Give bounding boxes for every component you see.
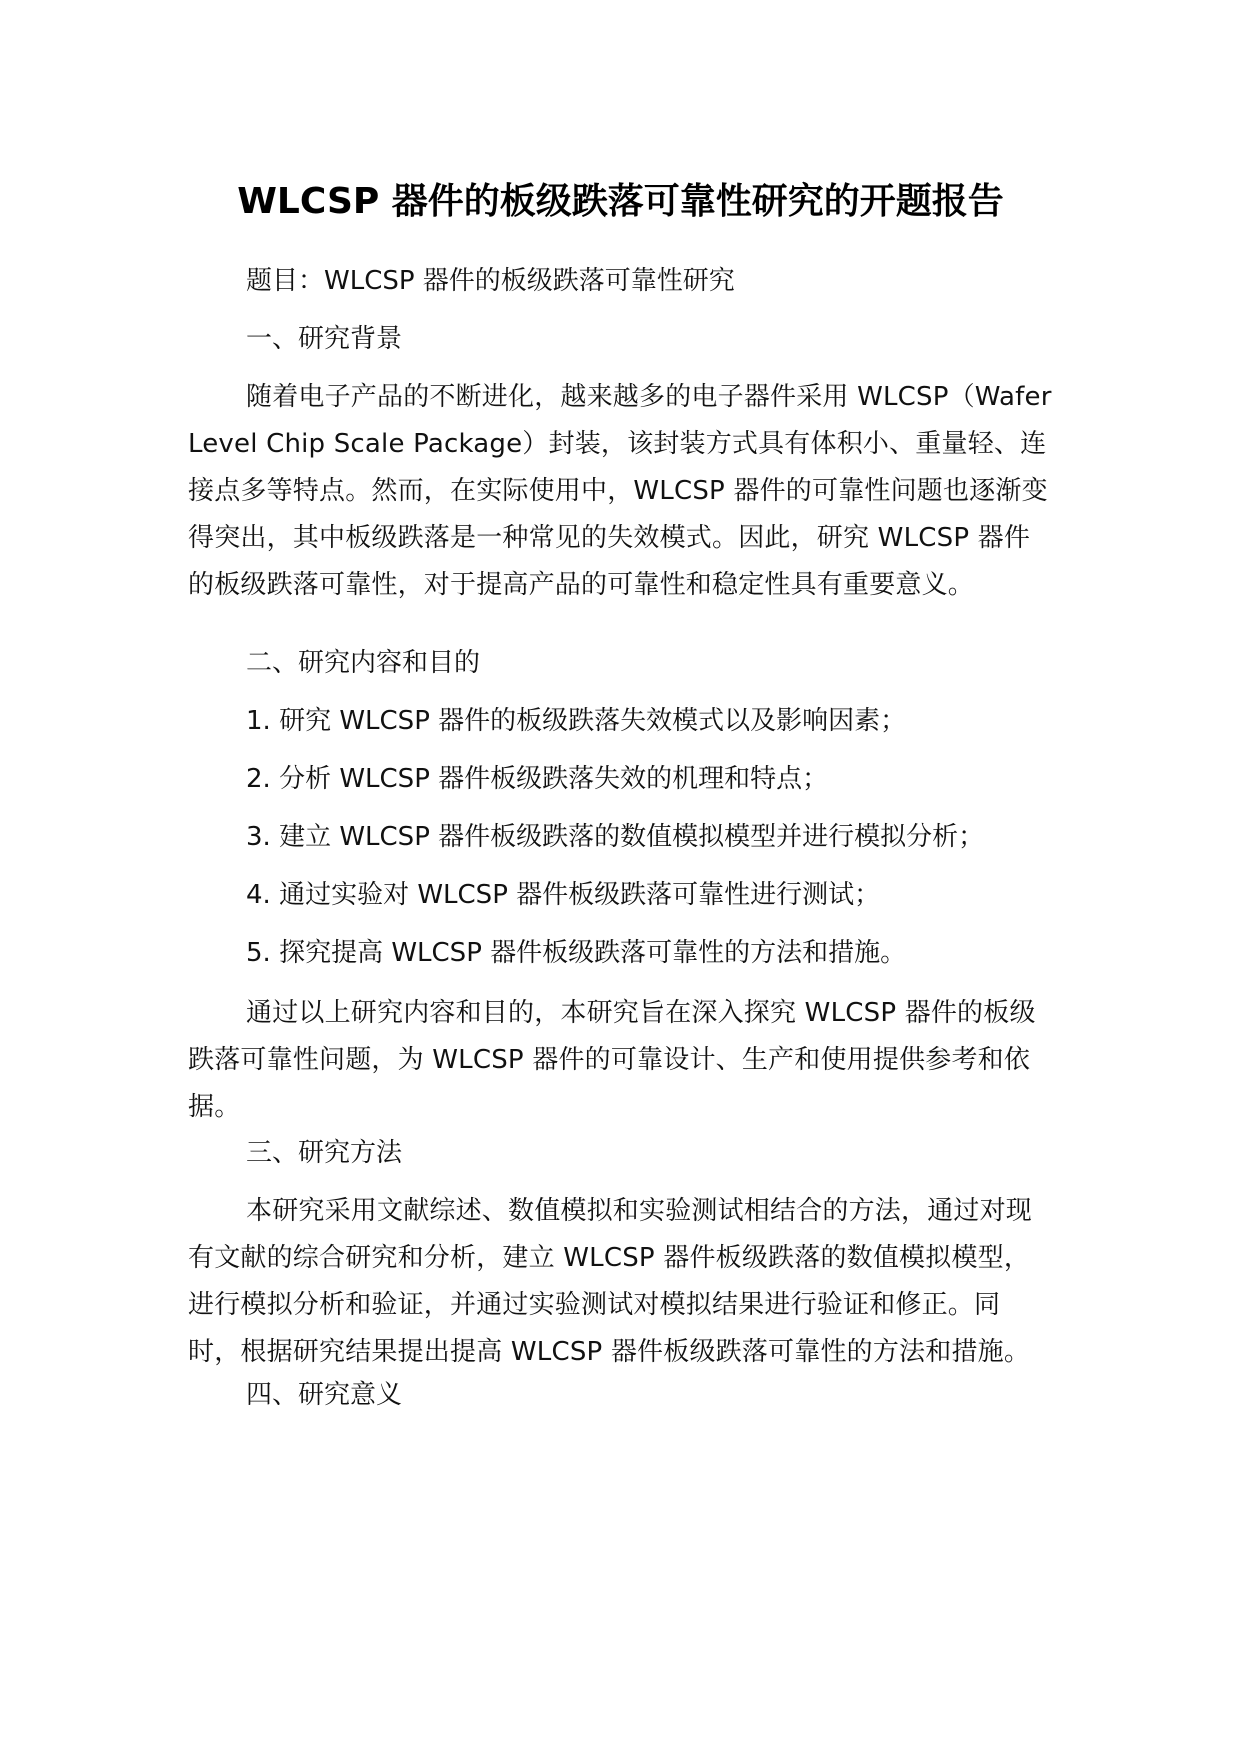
section-heading-content-goals: 二、研究内容和目的 [246,648,481,678]
section-heading-background: 一、研究背景 [246,324,403,354]
method-paragraph: 本研究采用文献综述、数值模拟和实验测试相结合的方法，通过对现有文献的综合研究和分析，建立 WLCSP 器件板级跌落的数值模拟模型，进行模拟分析和验证，并通过实验测试对模拟结果进行验证和修正。同时，根据研究结果提出提高 WLCSP 器件板级跌落可靠性的方法和措施。 [188,1196,1033,1367]
content-list-item: 3. 建立 WLCSP 器件板级跌落的数值模拟模型并进行模拟分析； [246,822,985,852]
topic-line: 题目：WLCSP 器件的板级跌落可靠性研究 [246,266,735,296]
document-title: WLCSP 器件的板级跌落可靠性研究的开题报告 [237,181,1004,222]
content-list-item: 4. 通过实验对 WLCSP 器件板级跌落可靠性进行测试； [246,880,881,910]
section-heading-significance: 四、研究意义 [246,1380,403,1410]
content-list-item: 5. 探究提高 WLCSP 器件板级跌落可靠性的方法和措施。 [246,938,907,968]
content-goals-paragraph: 通过以上研究内容和目的，本研究旨在深入探究 WLCSP 器件的板级跌落可靠性问题，为 WLCSP 器件的可靠设计、生产和使用提供参考和依据。 [188,998,1036,1122]
section-heading-method: 三、研究方法 [246,1138,403,1168]
background-paragraph: 随着电子产品的不断进化，越来越多的电子器件采用 WLCSP（Wafer Level Chip Scale Package）封装，该封装方式具有体积小、重量轻、连接点多等特点。然而，在实际使用中，WLCSP 器件的可靠性问题也逐渐变得突出，其中板级跌落是一种常见的失效模式。因此，研究 WLCSP 器件的板级跌落可靠性，对于提高产品的可靠性和稳定性具有重要意义。 [188,382,1052,600]
content-list-item: 1. 研究 WLCSP 器件的板级跌落失效模式以及影响因素； [246,706,907,736]
content-list-item: 2. 分析 WLCSP 器件板级跌落失效的机理和特点； [246,764,829,794]
